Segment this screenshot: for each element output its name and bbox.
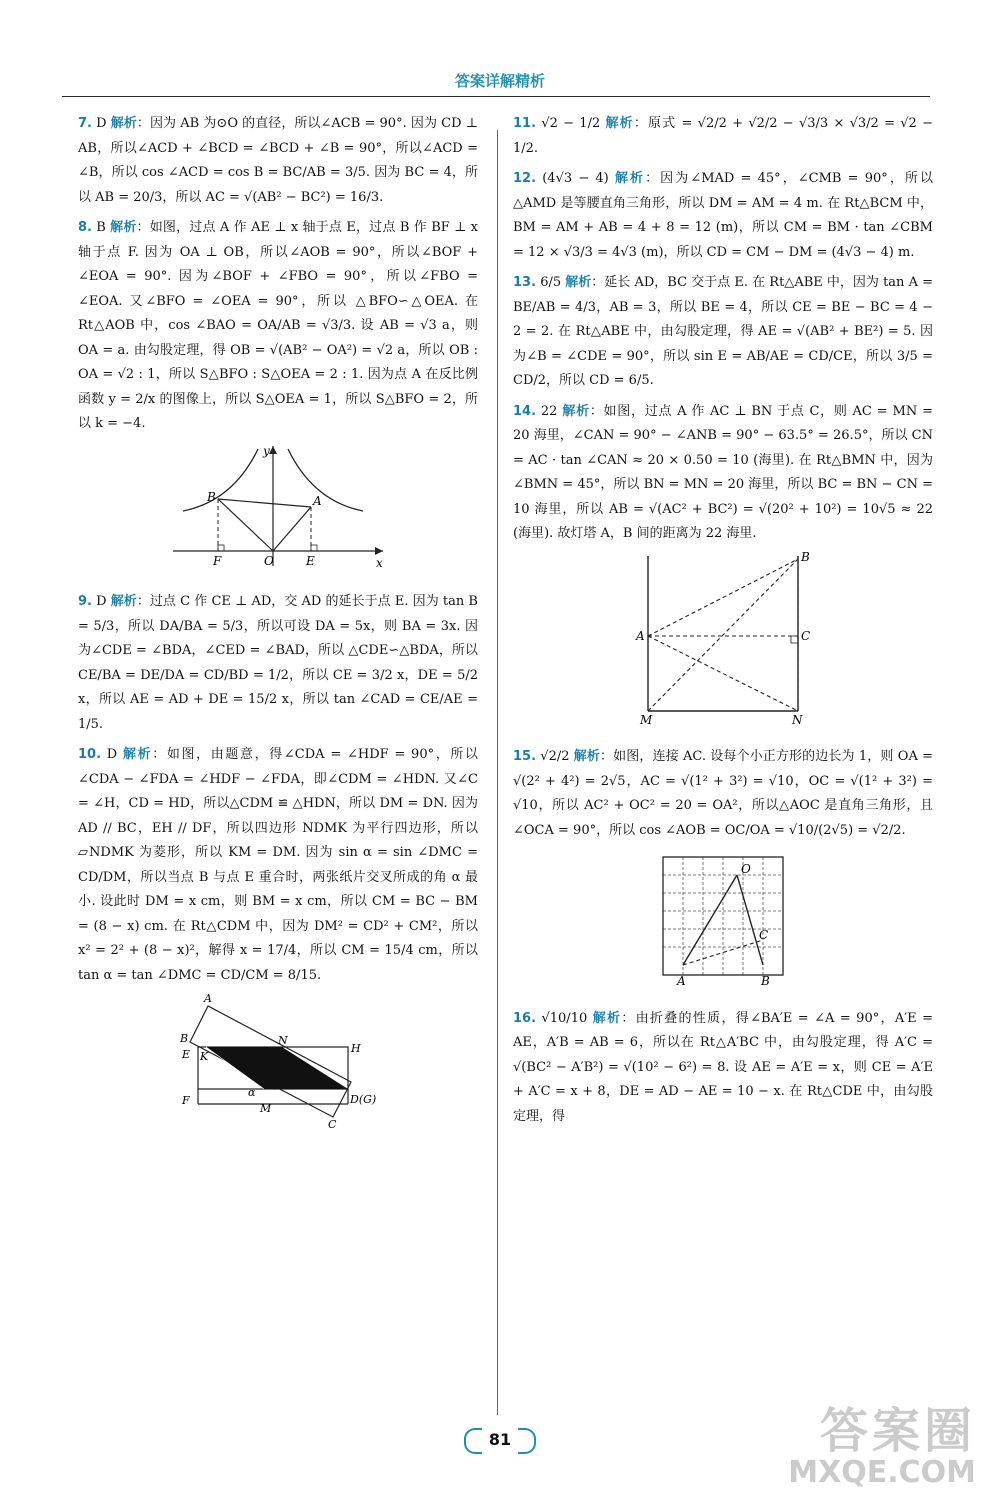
solution-8 bbox=[78, 216, 478, 580]
label-C: C bbox=[801, 628, 811, 643]
item-number: 10. bbox=[78, 747, 102, 762]
item-answer: D bbox=[106, 747, 118, 762]
label-K: K bbox=[200, 1050, 209, 1063]
label-O: O bbox=[264, 553, 274, 568]
solution-15 bbox=[513, 745, 933, 997]
item-text: ：过点 C 作 CE ⊥ AD，交 AD 的延长于点 E. 因为 tan B = 5/3，所以 DA/BA = 5/3，所以可设 DA = 5x，则 BA = 3x. 因为∠CDE = ∠BDA，∠CED = ∠BAD，所以 △CDE∽△BDA，所以 CE/BA = DE/DA = CD/BD = 1/2，所以 CE = 3/2 x，DE = 5/2 x，所以 AE = AD + DE = 15/2 x，所以 tan ∠CAD = CE/AE = 1/5. bbox=[78, 594, 478, 732]
solution-7 bbox=[78, 112, 478, 210]
item-answer: 22 bbox=[540, 403, 558, 419]
solution-9 bbox=[78, 590, 478, 737]
solution-13 bbox=[513, 271, 933, 394]
analysis-label: 解析 bbox=[605, 116, 634, 131]
item-answer: D bbox=[96, 594, 107, 609]
item-number: 13. bbox=[513, 275, 537, 290]
item-number: 8. bbox=[78, 220, 92, 235]
label-N: N bbox=[278, 1034, 288, 1047]
label-B: B bbox=[207, 489, 216, 504]
item-answer: D bbox=[96, 116, 107, 131]
item-answer: 6/5 bbox=[540, 275, 562, 290]
label-B: B bbox=[801, 550, 810, 564]
page-number-text: 81 bbox=[488, 1430, 512, 1449]
item-text: ：如图，过点 A 作 AC ⊥ BN 于点 C，则 AC = MN = 20 海里，∠CAN = 90° − ∠ANB = 90° − 63.5° = 26.5°，所以 CN = AC · tan ∠CAN ≈ 20 × 0.50 = 10 (海里). 在 Rt△BMN 中，因为∠BMN = 45°，所以 BN = MN = 20 海里，所以 BC = BN − CN = 10 海里，所以 AB = √(AC² + BC²) = √(20² + 10²) = 10√5 ≈ 22 (海里). 故灯塔 A，B 间的距离为 22 海里. bbox=[513, 403, 933, 541]
item-number: 12. bbox=[513, 171, 537, 186]
label-A: A bbox=[313, 493, 322, 508]
label-D: D(G) bbox=[350, 1093, 377, 1106]
item-text: ：延长 AD，BC 交于点 E. 在 Rt△ABE 中，因为 tan A = BE/AB = 4/3，AB = 3，所以 BE = 4，所以 CE = BE − BC = 4 − 2 = 2. 在 Rt△ABE 中，由勾股定理，得 AE = √(AB² + BE²) = 5. 因为∠B = ∠CDE = 90°，所以 sin E = AB/AE = CD/CE，所以 3/5 = CD/2，所以 CD = 6/5. bbox=[513, 275, 933, 388]
label-A: A bbox=[677, 974, 686, 987]
watermark-line2: MXQE.COM bbox=[788, 1455, 976, 1490]
solution-16 bbox=[513, 1007, 933, 1130]
figure-10-paper-strips bbox=[78, 992, 478, 1142]
item-text: ：因为∠MAD = 45°，∠CMB = 90°，所以△AMD 是等腰直角三角形，所以 DM = AM = 4 m. 在 Rt△BCM 中，BM = AM + AB = 4 + 8 = 12 (m)，所以 CM = BM · tan ∠CBM = 12 × √3/3 = 4√3 (m)，所以 CD = CM − DM = (4√3 − 4) m. bbox=[513, 171, 933, 260]
label-H: H bbox=[351, 1042, 361, 1055]
label-x: x bbox=[376, 555, 383, 570]
page-number-right-bracket bbox=[518, 1428, 536, 1454]
label-N: N bbox=[792, 712, 803, 726]
analysis-label: 解析 bbox=[110, 594, 137, 609]
analysis-label: 解析 bbox=[110, 220, 137, 235]
label-F: F bbox=[182, 1094, 190, 1107]
label-F: F bbox=[213, 553, 222, 568]
label-O: O bbox=[741, 862, 751, 876]
figure-15-svg bbox=[653, 847, 793, 987]
label-B: B bbox=[761, 974, 770, 987]
label-A: A bbox=[636, 628, 645, 643]
solution-10 bbox=[78, 743, 478, 1142]
item-answer: (4√3 − 4) bbox=[542, 171, 609, 186]
page-number bbox=[460, 1426, 540, 1454]
item-number: 11. bbox=[513, 116, 537, 131]
figure-15-grid bbox=[513, 847, 933, 997]
figure-8-hyperbola bbox=[78, 441, 478, 581]
item-text: ：由折叠的性质，得∠BA′E = ∠A = 90°，A′E = AE，A′B = AB = 6，所以在 Rt△A′BC 中，由勾股定理，得 A′C = √(BC² − A′B²) = √(10² − 6²) = 8. 设 AE = A′E = x，则 CE = A′E + A′C = x + 8，DE = AD − AE = 10 − x. 在 Rt△CDE 中，由勾股定理，得 bbox=[513, 1010, 933, 1124]
item-number: 15. bbox=[513, 749, 537, 764]
page-header-title: 答案详解精析 bbox=[454, 72, 545, 90]
watermark-line1: 答案圈 bbox=[819, 1403, 976, 1459]
item-answer: √10/10 bbox=[541, 1010, 588, 1026]
right-column bbox=[513, 112, 933, 1135]
solution-12 bbox=[513, 167, 933, 265]
item-number: 16. bbox=[513, 1010, 537, 1026]
item-text: ：因为 AB 为⊙O 的直径，所以∠ACB = 90°. 因为 CD ⊥ AB，所以∠ACD + ∠BCD = ∠BCD + ∠B = 90°，所以∠ACD = ∠B，所以 cos ∠ACD = cos B = BC/AB = 3/5. 因为 BC = 4，所以 AB = 20/3，所以 AC = √(AB² − BC²) = 16/3. bbox=[78, 116, 478, 205]
analysis-label: 解析 bbox=[592, 1010, 622, 1026]
site-watermark bbox=[788, 1405, 976, 1489]
label-M: M bbox=[640, 712, 653, 726]
label-A: A bbox=[204, 992, 212, 1005]
figure-14-svg bbox=[628, 551, 818, 726]
figure-10-svg bbox=[168, 992, 388, 1132]
analysis-label: 解析 bbox=[573, 749, 601, 764]
item-answer: √2/2 bbox=[540, 749, 570, 764]
header-rule bbox=[62, 96, 930, 97]
figure-14-lighthouses bbox=[513, 551, 933, 736]
analysis-label: 解析 bbox=[614, 171, 646, 186]
item-number: 14. bbox=[513, 403, 537, 419]
analysis-label: 解析 bbox=[562, 403, 590, 419]
item-text: ：如图，连接 AC. 设每个小正方形的边长为 1，则 OA = √(2² + 4²) = 2√5，AC = √(1² + 3²) = √10，OC = √(1² + 3²) = √10，所以 AC² + OC² = 20 = OA²，所以△AOC 是直角三角形，且∠OCA = 90°，所以 cos ∠AOB = OC/OA = √10/(2√5) = √2/2. bbox=[513, 749, 933, 838]
label-M: M bbox=[260, 1102, 272, 1115]
column-divider bbox=[497, 130, 498, 1415]
item-answer: B bbox=[96, 220, 106, 235]
solution-14 bbox=[513, 400, 933, 736]
label-E: E bbox=[306, 553, 315, 568]
label-C: C bbox=[759, 928, 769, 942]
figure-8-svg bbox=[163, 441, 393, 571]
item-text: ：原式 = √2/2 + √2/2 − √3/3 × √3/2 = √2 − 1/2. bbox=[513, 116, 933, 156]
item-answer: √2 − 1/2 bbox=[541, 116, 601, 131]
analysis-label: 解析 bbox=[123, 747, 153, 762]
item-text: ：如图，过点 A 作 AE ⊥ x 轴于点 E，过点 B 作 BF ⊥ x 轴于点 F. 因为 OA ⊥ OB，所以∠AOB = 90°，所以∠BOF + ∠EOA = 90°. 因为∠BOF + ∠FBO = 90°，所以∠FBO = ∠EOA. 又∠BFO = ∠OEA = 90°，所以 △BFO∽△OEA. 在 Rt△AOB 中，cos ∠BAO = OA/AB = √3/3. 设 AB = √3 a，则 OA = a. 由勾股定理，得 OB = √(AB² − OA²) = √2 a，所以 OB : OA = √2 : 1，所以 S△BFO : S△OEA = 2 : 1. 因为点 A 在反比例函数 y = 2/x 的图像上，所以 S△OEA = 1，所以 S△BFO = 2，所以 k = −4. bbox=[78, 220, 478, 431]
label-y: y bbox=[263, 443, 270, 458]
left-column bbox=[78, 112, 478, 1152]
item-number: 9. bbox=[78, 594, 92, 609]
analysis-label: 解析 bbox=[110, 116, 137, 131]
solution-11 bbox=[513, 112, 933, 161]
item-number: 7. bbox=[78, 116, 92, 131]
item-text: ：如图，由题意，得∠CDA = ∠HDF = 90°，所以∠CDA − ∠FDA = ∠HDF − ∠FDA，即∠CDM = ∠HDN. 又∠C = ∠H，CD = HD，所以△CDM ≌ △HDN，所以 DM = DN. 因为 AD // BC，EH // DF，所以四边形 NDMK 为平行四边形，所以▱NDMK 为菱形，所以 KM = DM. 因为 sin α = sin ∠DMC = CD/DM，所以当点 B 与点 E 重合时，两张纸片交叉所成的角 α 最小. 设此时 DM = x cm，则 BM = x cm，所以 CM = BC − BM = (8 − x) cm. 在 Rt△CDM 中，因为 DM² = CD² + CM²，所以 x² = 2² + (8 − x)²，解得 x = 17/4，所以 CM = 15/4 cm，所以 tan α = tan ∠DMC = CD/CM = 8/15. bbox=[78, 747, 478, 983]
analysis-label: 解析 bbox=[565, 275, 592, 290]
label-B: B bbox=[180, 1032, 189, 1045]
label-alpha: α bbox=[248, 1086, 256, 1099]
label-C: C bbox=[328, 1118, 337, 1131]
label-E: E bbox=[182, 1048, 191, 1061]
page-number-left-bracket bbox=[464, 1428, 482, 1454]
